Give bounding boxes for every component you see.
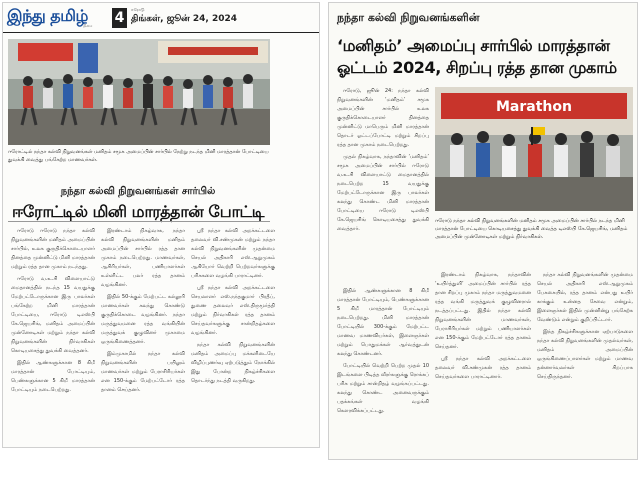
marathon-start-photo bbox=[8, 39, 270, 145]
page-number: 4 bbox=[112, 8, 127, 28]
banner-text: Marathon bbox=[496, 99, 572, 115]
article-column-2 bbox=[101, 227, 185, 443]
paragraph: இம்முகாமில் நந்தா கல்வி நிறுவனங்களின் பயிலும் மாணவர்கள் மற்றும் பேராசிரியர்கள் என 150-க்கும் மேற்பட்டோர் ரத்த தானம் செய்தனர். bbox=[101, 351, 185, 393]
article-column-1 bbox=[337, 87, 429, 283]
article-column-1 bbox=[11, 227, 95, 443]
article-column-2 bbox=[337, 287, 429, 453]
paragraph: ஈரோடு வ.உ.சி விளையாட்டு மைதானத்தில் நடந்த 15 வயதுக்கு மேற்பட்டோருக்கான இரு பாலர்கள் பங்கேற்ற மினி மாரத்தான் போட்டியை, ஈரோடு டிஎஸ்பி கே.ஜெயசிங், மனிதம் அமைப்பின் முன்னோடிகள் மற்றும் நந்தா கல்வி நிறுவனங்களின் நிர்வாகிகள் கொடியசைத்து துவக்கி வைத்தனர். bbox=[11, 276, 95, 354]
article-headline bbox=[337, 35, 633, 79]
article-kicker: நந்தா கல்வி நிறுவனங்களின் bbox=[337, 11, 480, 24]
paragraph: நந்தா கல்வி நிறுவனங்களின் மனிதம் அமைப்பு மக்களிடையே விழிப்புணர்வு ஏற்படுத்தும் நோக்கில் இது போன்ற நிகழ்ச்சிகளை தொடர்ந்து நடத்தி வருகிறது. bbox=[191, 342, 275, 384]
masthead bbox=[3, 3, 319, 33]
marathon-flagoff-photo bbox=[435, 87, 633, 211]
article-kicker: நந்தா கல்வி நிறுவனங்கள் சார்பில் bbox=[60, 186, 216, 197]
paragraph: ஈரோடு, ஜூன் 24: நந்தா கல்வி நிறுவனங்களின் ‘மனிதம்’ சமூக அமைப்பின் சார்பில் உலக குருதிக்கொடையாளர் தினத்தை முன்னிட்டு மாபெரும் மினி மாரத்தான் தொடர் ஓட்டப்போட்டி மற்றும் சிறப்பு ரத்த தான முகாம் நடைபெற்றது. bbox=[337, 88, 429, 148]
article-column-3 bbox=[435, 271, 531, 453]
right-newspaper-clipping bbox=[328, 2, 638, 460]
photo-caption: ஈரோடு நந்தா கல்வி நிறுவனங்களின் மனிதம் சமூக அமைப்பின் சார்பில் நடந்த மினி மாரத்தான் போட்டியை கொடியசைத்து துவக்கி வைத்த டிஎஸ்பி கே.ஜெயசிங், மனிதம் அமைப்பின் முன்னோடிகள் மற்றும் நிர்வாகிகள். bbox=[435, 218, 628, 240]
paragraph: ஸ்ரீ நந்தா கல்வி அறக்கட்டளை தலைவர் வி.சண்முகன் மற்றும் நந்தா கல்வி நிறுவனங்களின் முதன்மை செயல் அதிகாரி எஸ்.ஆறுமுகம் ஆகியோர் வெற்றி பெற்றவர்களுக்கு பரிசுகளை வழங்கி பாராட்டினர். bbox=[191, 228, 275, 279]
headline-line-2: ஓட்டம் 2024, சிறப்பு ரத்த தான முகாம் bbox=[337, 58, 617, 77]
paragraph: இரண்டாம் நிகழ்வாக, நந்தா கல்வி நிறுவனங்களின் மனிதம் அமைப்பின் சார்பில் ரத்த தான முகாம் நடைபெற்றது. மாணவர்கள், ஆசிரியர்கள், பணியாளர்கள் உள்ளிட்ட பலர் ரத்த தானம் வழங்கினர். bbox=[101, 228, 185, 288]
paragraph: ஸ்ரீ நந்தா கல்வி அறக்கட்டளை தலைவர் வி.சண்முகன் ரத்த தானம் செய்தவர்களை பாராட்டினார். bbox=[435, 356, 531, 380]
paragraph: முதல் நிகழ்வாக, நந்தாவின் ‘மனிதம்’ சமூக அமைப்பின் சார்பில் ஈரோடு வ.உ.சி விளையாட்டு மைதானத்தில் நடைபெற்ற 15 வயதுக்கு மேற்பட்டோருக்கான இரு பாலர்கள் கலந்து கொண்ட மினி மாரத்தான் போட்டியை ஈரோடு டிஎஸ்பி கே.ஜெயசிங் கொடியசைத்து துவக்கி வைத்தார். bbox=[337, 154, 429, 232]
article-column-4 bbox=[537, 271, 633, 453]
photo-caption: ஈரோட்டில் நந்தா கல்வி நிறுவனங்கள் மனிதம் சமூக அமைப்பின் சார்பில் நேற்று நடந்த மினி மாரத்தான் போட்டியை துவக்கி வைத்து பங்கேற்ற மாணவர்கள். bbox=[8, 149, 269, 163]
headline-divider bbox=[8, 221, 270, 222]
paragraph: இதில் 50-க்கும் மேற்பட்ட கல்லூரி மாணவர்கள் கலந்து கொண்டு குருதிக்கொடை வழங்கினர். நந்தா மருத்துவமனை ரத்த வங்கியின் மருத்துவக் குழுவினர் முகாமை ஒருங்கிணைத்தனர். bbox=[101, 294, 185, 345]
paragraph: இதில் ஆண்களுக்கான 8 கிமீ மாரத்தான் போட்டியும், பெண்களுக்கான 5 கிமீ மாரத்தான் போட்டியும் நடைபெற்றது. மினி மாரத்தான் போட்டியில் 300-க்கும் மேற்பட்ட மாணவ மாணவியர்கள், இளைஞர்கள் மற்றும் பொதுமக்கள் ஆர்வத்துடன் கலந்து கொண்டனர். bbox=[337, 288, 429, 357]
left-newspaper-clipping bbox=[2, 2, 320, 448]
paragraph: போட்டியில் வெற்றி பெற்ற முதல் 10 இடங்களை பிடித்த வீரர்களுக்கு ரொக்கப் பரிசு மற்றும் சான்றிதழ் வழங்கப்பட்டது. கலந்து கொண்ட அனைவருக்கும் பதக்கங்கள் வழங்கி கௌரவிக்கப்பட்டது. bbox=[337, 363, 429, 414]
headline-line-1: ‘மனிதம்’ அமைப்பு சார்பில் மாரத்தான் bbox=[337, 36, 610, 55]
paragraph: இதில் ஆண்களுக்கான 8 கிமீ மாரத்தான் போட்டியும், பெண்களுக்கான 5 கிமீ மாரத்தான் போட்டியும் நடைபெற்றது. bbox=[11, 360, 95, 393]
paragraph: ஸ்ரீ நந்தா கல்வி அறக்கட்டளை செயலாளர் எஸ்.நந்தகுமார் பிரதீப், துணை தலைவர் எஸ்.திருமூர்த்தி மற்றும் நிர்வாகிகள் ரத்த தானம் செய்தவர்களுக்கு சான்றிதழ்களை வழங்கினர். bbox=[191, 285, 275, 336]
issue-date: திங்கள், ஜூன் 24, 2024 bbox=[131, 14, 238, 24]
paragraph: இரண்டாம் நிகழ்வாக, நந்தாவின் ‘உயிர்த்துளி’ அமைப்பின் சார்பில் ரத்த தான சிறப்பு முகாம் நந்தா மருத்துவமனை ரத்த வங்கி மருத்துவக் குழுவினரால் நடத்தப்பட்டது. இதில் நந்தா கல்வி நிறுவனங்களின் மாணவர்கள், பேராசிரியர்கள் மற்றும் பணியாளர்கள் என 150-க்கும் மேற்பட்டோர் ரத்த தானம் செய்தனர். bbox=[435, 272, 531, 350]
newspaper-subtitle: திசை bbox=[83, 23, 93, 28]
paragraph: ஈரோடு ஈரோடு நந்தா கல்வி நிறுவனங்களின் மனிதம் அமைப்பின் சார்பில், உலக குருதிக்கொடையாளர் தினத்தை முன்னிட்டு மினி மாரத்தான் மற்றும் ரத்த தான முகாம் நடந்தது. bbox=[11, 228, 95, 270]
article-column-3 bbox=[191, 227, 275, 443]
edition-label: ஈரோடு bbox=[131, 7, 145, 12]
paragraph: நந்தா கல்வி நிறுவனங்களின் முதன்மை செயல் அதிகாரி எஸ்.ஆறுமுகம் பேசுகையில், ரத்த தானம் என்பது உயிர் காக்கும் உன்னத சேவை என்றும், இளைஞர்கள் இதில் முன்னின்று பங்கேற்க வேண்டும் என்றும் குறிப்பிட்டார். bbox=[537, 272, 633, 323]
article-headline: ஈரோட்டில் மினி மாரத்தான் போட்டி bbox=[12, 202, 264, 221]
paragraph: இந்த நிகழ்ச்சிகளுக்கான ஏற்பாடுகளை நந்தா கல்வி நிறுவனங்களின் முதல்வர்கள், மனிதம் அமைப்பின் ஒருங்கிணைப்பாளர்கள் மற்றும் மாணவ தன்னார்வலர்கள் சிறப்பாக செய்திருந்தனர். bbox=[537, 329, 633, 380]
newspaper-name: இந்து தமிழ் bbox=[7, 6, 88, 25]
